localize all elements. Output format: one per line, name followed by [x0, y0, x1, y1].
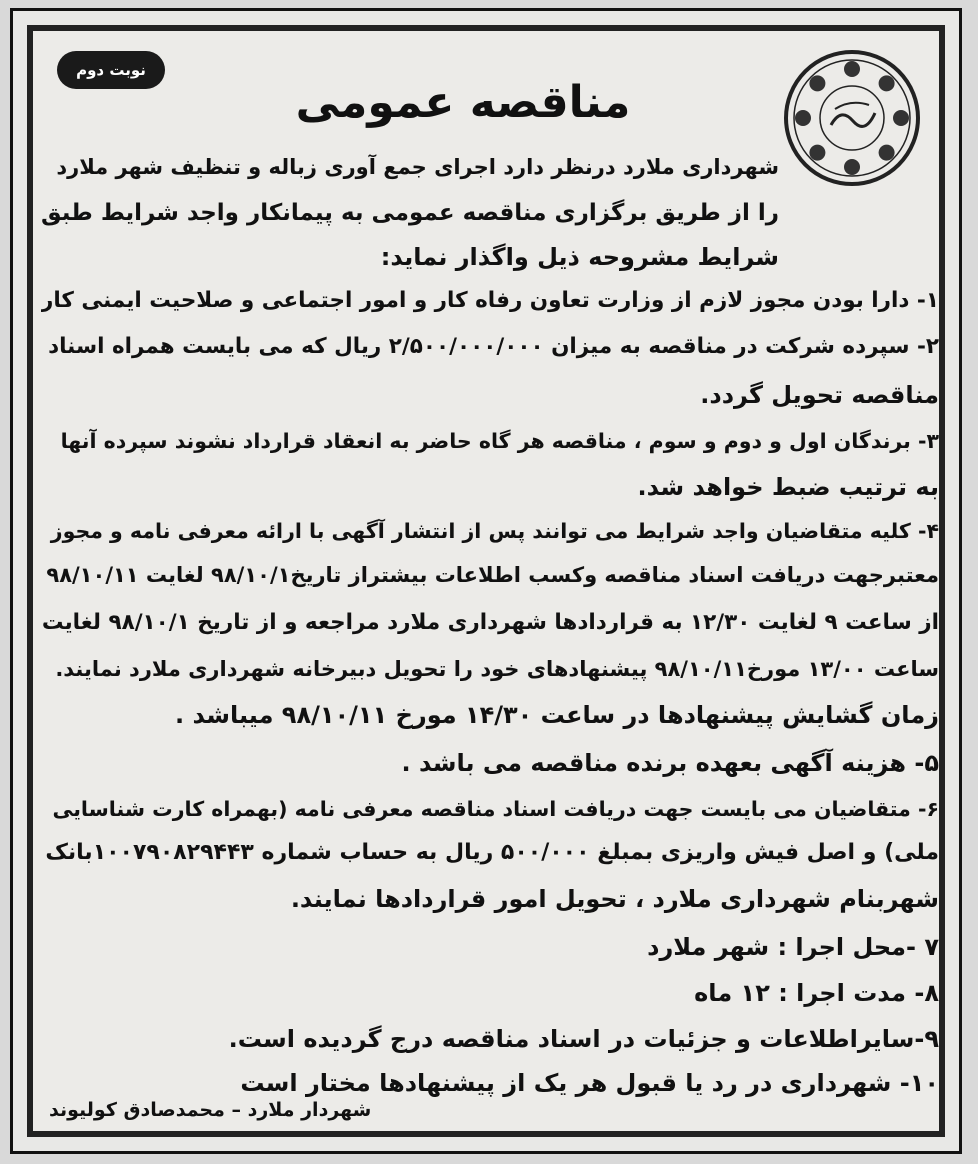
- municipality-seal-icon: [781, 47, 923, 189]
- mayor-signature: شهردار ملارد – محمدصادق کولیوند: [49, 1099, 372, 1121]
- clause-line: ۵- هزینه آگهی بعهده برنده مناقصه می باشد .: [401, 749, 939, 777]
- clause-line: ۲- سپرده شرکت در مناقصه به میزان ۲/۵۰۰/۰۰۰/۰۰۰ ریال که می بایست همراه اسناد: [48, 334, 939, 359]
- notice-title: مناقصه عمومی: [295, 77, 631, 128]
- intro-line: شهرداری ملارد درنظر دارد اجرای جمع آوری زباله و تنظیف شهر ملارد: [56, 155, 779, 179]
- newspaper-clipping: [10, 8, 962, 1154]
- clause-line: ۴- کلیه متقاضیان واجد شرایط می توانند پس از انتشار آگهی با ارائه معرفی نامه و مجوز: [50, 519, 939, 543]
- clause-line: مناقصه تحویل گردد.: [700, 381, 939, 409]
- notice-frame: [27, 25, 945, 1137]
- clause-line: به ترتیب ضبط خواهد شد.: [637, 473, 939, 501]
- clause-line: ۳- برندگان اول و دوم و سوم ، مناقصه هر گاه حاضر به انعقاد قرارداد نشوند سپرده آنها: [60, 429, 939, 453]
- clause-line: ۱- دارا بودن مجوز لازم از وزارت تعاون رفاه کار و امور اجتماعی و صلاحیت ایمنی کار: [41, 288, 939, 313]
- clause-line: ۹-سایراطلاعات و جزئیات در اسناد مناقصه درج گردیده است.: [228, 1025, 939, 1053]
- clause-line: ۸- مدت اجرا : ۱۲ ماه: [694, 979, 939, 1007]
- intro-line: را از طریق برگزاری مناقصه عمومی به پیمانکار واجد شرایط طبق: [41, 200, 779, 226]
- clause-line: ملی) و اصل فیش واریزی بمبلغ ۵۰۰/۰۰۰ ریال به حساب شماره ۱۰۰۷۹۰۸۲۹۴۴۳بانک: [45, 840, 939, 865]
- clause-line: از ساعت ۹ لغایت ۱۲/۳۰ به قراردادها شهرداری ملارد مراجعه و از تاریخ ۹۸/۱۰/۱ لغایت: [41, 610, 939, 635]
- intro-line: شرایط مشروحه ذیل واگذار نماید:: [380, 243, 779, 271]
- clause-line: ۶- متقاضیان می بایست جهت دریافت اسناد مناقصه معرفی نامه (بهمراه کارت شناسایی: [52, 797, 939, 821]
- clause-line: شهربنام شهرداری ملارد ، تحویل امور قراردادها نمایند.: [290, 885, 939, 913]
- clause-line: ۱۰- شهرداری در رد یا قبول هر یک از پیشنهادها مختار است: [240, 1069, 939, 1097]
- clause-line: معتبرجهت دریافت اسناد مناقصه وکسب اطلاعات بیشتراز تاریخ۹۸/۱۰/۱ لغایت ۹۸/۱۰/۱۱: [46, 563, 939, 587]
- clause-line: زمان گشایش پیشنهادها در ساعت ۱۴/۳۰ مورخ ۹۸/۱۰/۱۱ میباشد .: [175, 701, 939, 729]
- clause-line: ۷ -محل اجرا : شهر ملارد: [647, 933, 939, 961]
- publication-round-badge: نوبت دوم: [57, 51, 165, 89]
- clause-line: ساعت ۱۳/۰۰ مورخ۹۸/۱۰/۱۱ پیشنهادهای خود را تحویل دبیرخانه شهرداری ملارد نمایند.: [55, 657, 939, 681]
